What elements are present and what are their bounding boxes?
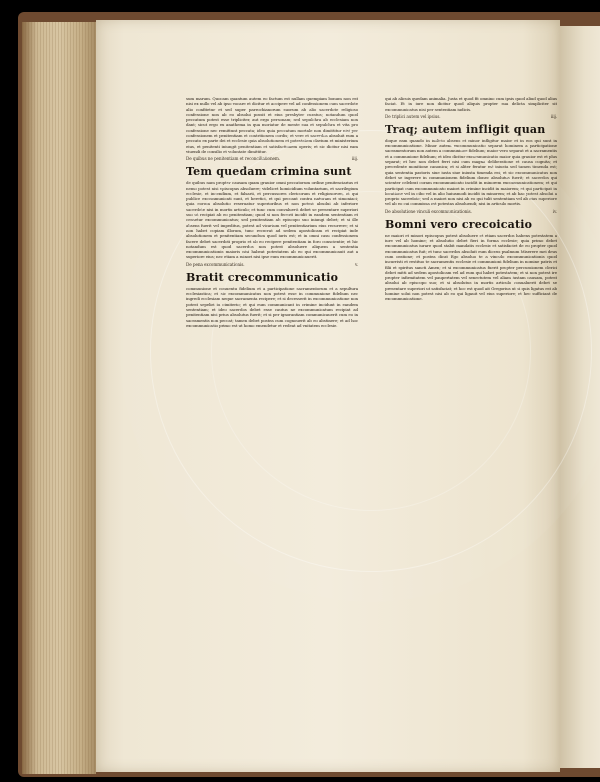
section-rubric [385,209,557,215]
rubric-number: v. [355,261,358,267]
paragraph: ne maiori et minori episcopus potest absoluere et etiam sacerdos habens potestatem a iure vel ab homine; et absolutio debet fieri in forma ecclesie; quia primo debet excommunicatus iurare quod stabit mandatis ecclesie et satisfaciet de eo propter quod excommunicatus fuit; et tunc sacerdos absoluit eum dicens psalmum Miserere mei deus cum oratione; et postea dicat Ego absoluo te a vinculo excommunicationis quod incurristi et restituo te sacramentis ecclesie et communioni fidelium in nomine patris et filii et spiritus sancti Amen; et si excommunicatus fuerit propter percussionem clerici debet mitti ad sedem apostolicam vel ad eum qui habet potestatem; et si non potest ire propter infirmitatem vel paupertatem vel senectutem vel aliam iustam causam, potest absolui ab episcopo suo; et si absolutus in mortis articulo conualuerit debet se presentare superiori ut satisfaciat; et hoc est quod ait Gregorius ut si quis ligatus est ab homine solui non potest nisi ab eo qui ligauit vel eius superiore; et hec sufficiant de excommunicatione. [385,232,557,302]
text-column-right [385,96,557,766]
rubric-text: De pena excommunicationis. [186,261,245,267]
paragraph: doque eam quando in iudicio absens et minor infligitur maior et in eos qui sunt in excommunicatione. Minor autem excommunicatio separat hominem a participatione sacramentorum non autem a communione fidelium; maior vero separat et a sacramentis et a communione fidelium; et ideo dicitur excommunicatio maior quia grauior est et plus separat; et hec non debet ferri nisi cum magna deliberatione et causa cognita; et precedente monitione canonica; et si aliter feratur est iniusta sed tamen timenda est; quia sententia pastoris siue iusta siue iniusta timenda est; et sic excommunicatus non debet se ingerere in communionem fidelium donec absolutus fuerit; et sacerdos qui scienter celebrat coram excommunicato incidit in minorem excommunicationem; et qui participat cum excommunicato maiori in crimine incidit in maiorem; et qui participat in locutione vel in cibo vel in alio huiusmodi incidit in minorem; et ab hac potest absolui a proprio sacerdote; sed a maiori non nisi ab eo qui tulit sententiam vel ab eius superiore vel ab eo cui commissa est potestas absoluendi; nisi in articulo mortis. [385,137,557,207]
rubric-number: iiij. [351,156,358,162]
rubric-number: iiij. [550,113,557,119]
rubric-number: iv. [552,208,557,214]
section-rubric [186,156,358,162]
text-column-left [186,96,358,676]
rubric-text: De quibus ne penitentiam et reconciliationem. [186,156,281,162]
paragraph: de quibus nam propter causam quam grauior omni peccatorum ordine penitenciarius et nemo potest nisi episcopus absoluere; videlicet homicidium voluntarium, et sacrilegium ecclesie, et incendium, et falsarii, et percussores clericorum et religiosorum, et qui publice excommunicati sunt, et heretici, et qui peccant contra naturam et simoniaci; quia eorum absolutio reseruatur superioribus et non potest absolui ab inferiore sacerdote nisi in mortis articulo; et tunc cum convaluerit debet se presentare superiori suo ut recipiat ab eo penitentiam; quod si non fecerit incidit in eandem sententiam et censetur excommunicatus; sed penitentiam ab episcopo suo iniungi debet; et si ille absens fuerit vel impeditus, potest ad vicarium vel penitentiarium eius recurrere; et si non habet copiam illorum, tunc recurrat ad sedem apostolicam et recipiat inde absolutionem et penitentiam secundum quod iuris est; et in omni casu confessionem facere debet sacerdoti proprio et ab eo recipere penitentiam in foro conscientie; et hic notandum est quod sacerdos non potest absoluere aliquem a sententia excommunicationis maioris nisi habeat potestatem ab eo qui excommunicauit aut a superiore eius; nec etiam a minori nisi ipse eum excommunicauerit. [186,180,358,260]
section-heading: Bratit crecommunicatio [186,270,339,284]
paragraph: sum marum. Quocam quantum autem eo factum est nullam quempiam bonum non est nisi ex nullo vel ab ipso vocare et dicitur et accipere vel ad confessionem cum sacerdote alio confitetur et sed super parrochianorum suorum ab alio sacerdote religioso confessione non ab eo absolui possit et eius presbyter curatus; notandum quod peccatum potest esse tripliciter, aut ergo personam; sed sepulchra ab ecclesiam non dant; sicut ergo ex anathema in qua moriatur de mente sua et sepulchra et vita pro confessione nec remittunt peccata; ideo quia peccatum mortale non dimittitur nisi per confessionem et penitentiam et contritionem cordis; et vere et sacerdos absoluit eum a peccato ex parte dei et ecclesie quia absolutionem et potestatem clavium et ministerium eius, et penitenti iniungit penitentiam et satisfactionem operis; et sic dicitur nisi eam viuendi de consilio et voluntate dimittitur. [186,96,358,154]
section-heading: Tem quedam crimina sunt [186,165,352,179]
rubric-text: De triplici autem vel ipsius. [385,113,441,119]
rubric-text: De absolutione vinculi excommunicationis. [385,208,472,214]
section-heading: Traq; autem infligit quan [385,122,546,136]
section-heading: Bomni vero crecoicatio [385,217,533,231]
section-rubric [186,262,358,268]
section-rubric [385,114,557,120]
paragraph: communione et conuentu fidelium et a participatione sacramentorum et a sepultura ecclesiastica; et sic excommunicatus non potest esse in communione fidelium nec ingredi ecclesiam neque sacramenta recipere; et si decesserit in excommunicatione non potest sepeliri in cimiterio; et qui eum communicant in crimine incidunt in eandem sententiam; et ideo sacerdos debet esse cautus ne excommunicatum recipiat ad penitentiam nisi prius absolutus fuerit; et si per ignorantiam communicauerit cum eo in sacramentis non peccat; tamen debet postea cum cognouerit ab eo abstinere; et ad hoc excommunicatio primo est ut homo emendetur et redeat ad vnitatem ecclesie. [186,285,358,328]
right-page-edge [560,26,600,768]
paragraph: qui ab alicuis quedam animalia. Justa et quod fit omnino cum ipsis quod aliud quod alius faciat. Et in iure non dicitur quod aliquis propter sua delicta simpliciter sit excommunicatus nisi per sententiam iudicis. [385,96,557,112]
book-fore-edge [22,22,96,774]
